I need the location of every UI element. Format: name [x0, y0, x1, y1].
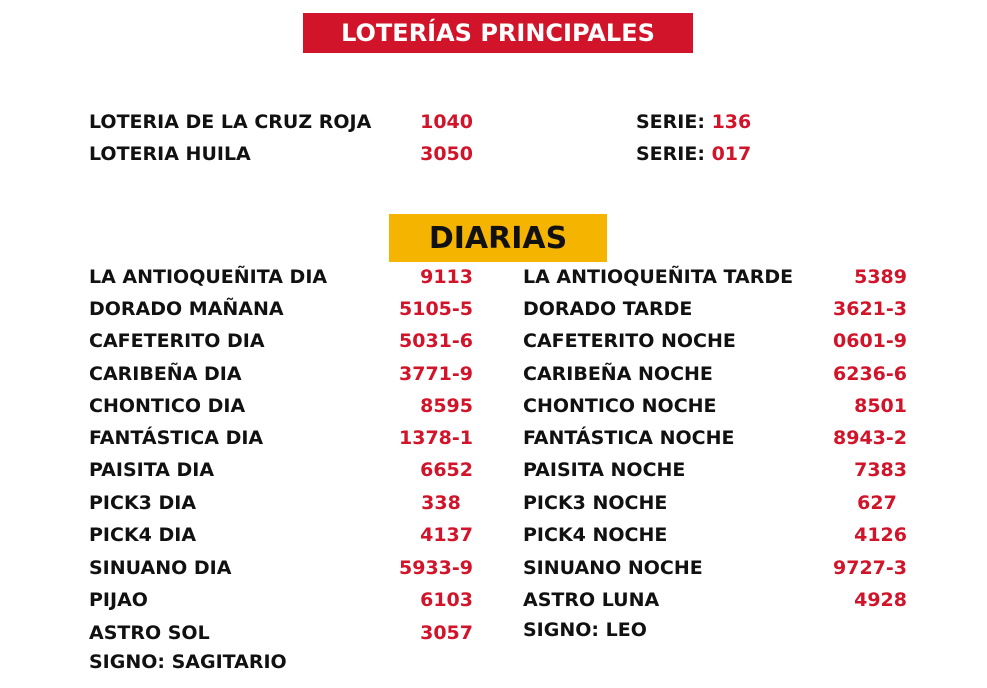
diaria-row-left — [89, 489, 479, 517]
lottery-result: 4137 — [420, 524, 473, 546]
lottery-result: 1378-1 — [399, 427, 473, 449]
lottery-name: CHONTICO DIA — [89, 395, 246, 417]
diaria-row-left — [89, 554, 479, 582]
lottery-name: PAISITA DIA — [89, 459, 215, 481]
lottery-result: 4928 — [854, 589, 907, 611]
lottery-name: FANTÁSTICA DIA — [89, 427, 264, 449]
lottery-result: 0601-9 — [833, 330, 907, 352]
lottery-name: FANTÁSTICA NOCHE — [523, 427, 735, 449]
lottery-name: DORADO MAÑANA — [89, 298, 284, 320]
serie-field — [636, 140, 751, 168]
lottery-result: 8501 — [854, 395, 907, 417]
lottery-result: 8595 — [420, 395, 473, 417]
lottery-result: 6103 — [420, 589, 473, 611]
diaria-row-right — [523, 392, 913, 420]
diaria-row-right — [523, 327, 913, 355]
diaria-row-right — [523, 586, 913, 614]
diaria-row-left — [89, 456, 479, 484]
diaria-row-right — [523, 554, 913, 582]
diaria-row-left — [89, 424, 479, 452]
lottery-result: 8943-2 — [833, 427, 907, 449]
serie-number: 136 — [711, 111, 752, 133]
lottery-result: 6652 — [420, 459, 473, 481]
lottery-result: 338 — [421, 492, 461, 514]
lottery-number: 1040 — [420, 111, 473, 133]
diaria-row-left — [89, 295, 479, 323]
diaria-row-left — [89, 327, 479, 355]
lottery-name: PAISITA NOCHE — [523, 459, 686, 481]
lottery-result: 6236-6 — [833, 363, 907, 385]
lottery-name: CARIBEÑA DIA — [89, 363, 242, 385]
lottery-result: 5389 — [854, 266, 907, 288]
serie-number: 017 — [711, 143, 752, 165]
lottery-result: 7383 — [854, 459, 907, 481]
diaria-row-left — [89, 360, 479, 388]
signo-sagitario: SIGNO: SAGITARIO — [89, 651, 287, 673]
diaria-row-left — [89, 392, 479, 420]
lottery-name: LA ANTIOQUEÑITA TARDE — [523, 266, 794, 288]
lottery-result: 5105-5 — [399, 298, 473, 320]
lottery-result: 4126 — [854, 524, 907, 546]
diaria-row-right — [523, 489, 913, 517]
diarias-banner: DIARIAS — [389, 214, 607, 262]
lottery-name: CHONTICO NOCHE — [523, 395, 717, 417]
lottery-result: 3771-9 — [399, 363, 473, 385]
serie-label: SERIE: — [636, 143, 705, 165]
signo-leo: SIGNO: LEO — [523, 619, 647, 641]
lottery-name: LOTERIA DE LA CRUZ ROJA — [89, 111, 372, 133]
lottery-number: 3050 — [420, 143, 473, 165]
lottery-name: PICK3 NOCHE — [523, 492, 668, 514]
diaria-row-left — [89, 619, 479, 647]
lottery-name: LOTERIA HUILA — [89, 143, 251, 165]
lottery-result: 5031-6 — [399, 330, 473, 352]
lottery-name: SINUANO NOCHE — [523, 557, 703, 579]
lottery-name: SINUANO DIA — [89, 557, 232, 579]
lottery-name: PICK4 DIA — [89, 524, 197, 546]
diaria-row-left — [89, 521, 479, 549]
lottery-result: 3057 — [420, 622, 473, 644]
lottery-name: PICK3 DIA — [89, 492, 197, 514]
lottery-name: ASTRO LUNA — [523, 589, 660, 611]
lottery-name: ASTRO SOL — [89, 622, 210, 644]
serie-label: SERIE: — [636, 111, 705, 133]
loterias-principales-banner: LOTERÍAS PRINCIPALES — [303, 13, 693, 53]
diaria-row-left — [89, 586, 479, 614]
serie-field — [636, 108, 751, 136]
diaria-row-right — [523, 295, 913, 323]
lottery-name: CARIBEÑA NOCHE — [523, 363, 713, 385]
lottery-result: 3621-3 — [833, 298, 907, 320]
principal-row — [89, 108, 479, 136]
lottery-name: DORADO TARDE — [523, 298, 693, 320]
lottery-name: CAFETERITO DIA — [89, 330, 265, 352]
lottery-name: LA ANTIOQUEÑITA DIA — [89, 266, 328, 288]
lottery-result: 5933-9 — [399, 557, 473, 579]
diaria-row-right — [523, 521, 913, 549]
diaria-row-right — [523, 263, 913, 291]
diaria-row-right — [523, 360, 913, 388]
diaria-row-right — [523, 424, 913, 452]
diaria-row-right — [523, 456, 913, 484]
lottery-name: PICK4 NOCHE — [523, 524, 668, 546]
lottery-result: 627 — [857, 492, 897, 514]
lottery-result: 9113 — [420, 266, 473, 288]
diaria-row-left — [89, 263, 479, 291]
principal-row — [89, 140, 479, 168]
lottery-name: CAFETERITO NOCHE — [523, 330, 736, 352]
lottery-name: PIJAO — [89, 589, 148, 611]
lottery-result: 9727-3 — [833, 557, 907, 579]
